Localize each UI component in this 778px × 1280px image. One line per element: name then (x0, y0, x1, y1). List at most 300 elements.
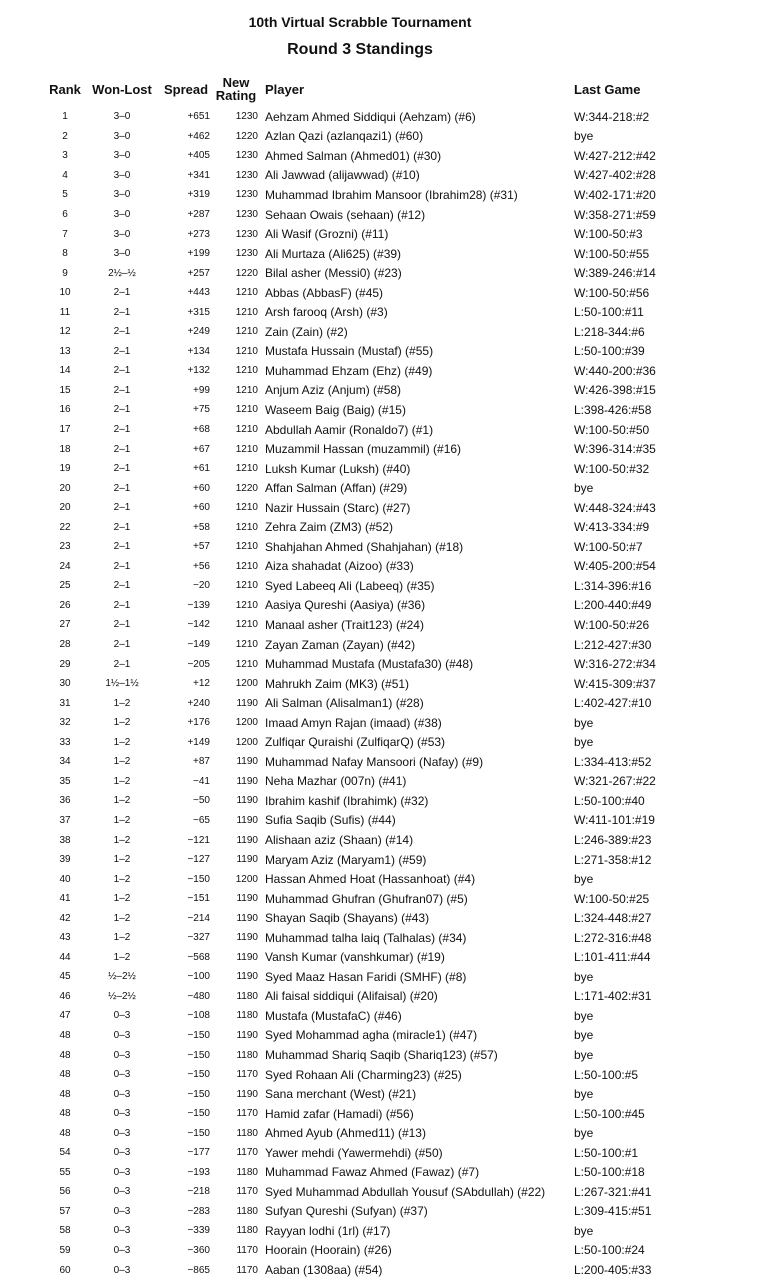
won-lost-cell: 2–1 (113, 658, 131, 670)
last-game-cell: bye (574, 1028, 594, 1043)
table-row (44, 791, 714, 811)
table-row (44, 1143, 714, 1163)
rating-cell: 1210 (235, 287, 258, 299)
table-row (44, 263, 714, 283)
table-row (44, 908, 714, 928)
won-lost-cell: 2–1 (113, 599, 131, 611)
won-lost-cell: 2–1 (113, 424, 131, 436)
rating-cell: 1210 (235, 463, 258, 475)
spread-cell: +12 (193, 678, 210, 690)
won-lost-cell: 0–3 (113, 1088, 131, 1100)
spread-cell: −127 (187, 854, 210, 866)
last-game-cell: W:100-50:#26 (574, 617, 650, 632)
spread-cell: +249 (187, 326, 210, 338)
won-lost-cell: 2–1 (113, 365, 131, 377)
rating-cell: 1210 (235, 521, 258, 533)
player-cell: Muhammad Ghufran (Ghufran07) (#5) (265, 891, 468, 906)
spread-cell: +273 (187, 228, 210, 240)
won-lost-cell: 1–2 (113, 951, 131, 963)
rating-cell: 1210 (235, 502, 258, 514)
player-cell: Mustafa Hussain (Mustaf) (#55) (265, 344, 434, 359)
rank-cell: 34 (59, 756, 71, 768)
table-row (44, 830, 714, 850)
spread-cell: −50 (193, 795, 210, 807)
spread-cell: −108 (187, 1010, 210, 1022)
won-lost-cell: 0–3 (113, 1264, 131, 1276)
last-game-cell: W:427-212:#42 (574, 148, 656, 163)
rating-cell: 1190 (236, 912, 258, 924)
spread-cell: −327 (187, 932, 210, 944)
won-lost-cell: 1–2 (113, 736, 131, 748)
header-last-game: Last Game (574, 81, 641, 97)
rating-cell: 1200 (235, 736, 258, 748)
table-row (44, 713, 714, 733)
player-cell: Aaban (1308aa) (#54) (265, 1263, 383, 1278)
rating-cell: 1180 (236, 990, 258, 1002)
rank-cell: 14 (59, 365, 71, 377)
last-game-cell: bye (574, 1008, 594, 1023)
player-cell: Muhammad Ehzam (Ehz) (#49) (265, 363, 433, 378)
spread-cell: +176 (187, 717, 210, 729)
player-cell: Anjum Aziz (Anjum) (#58) (265, 383, 402, 398)
last-game-cell: W:402-171:#20 (574, 187, 656, 202)
table-row (44, 1026, 714, 1046)
spread-cell: +199 (187, 248, 210, 260)
player-cell: Muhammad Mustafa (Mustafa30) (#48) (265, 657, 474, 672)
rating-cell: 1190 (236, 697, 258, 709)
player-cell: Mustafa (MustafaC) (#46) (265, 1008, 402, 1023)
won-lost-cell: 0–3 (113, 1186, 131, 1198)
rating-cell: 1180 (236, 1225, 258, 1237)
last-game-cell: W:100-50:#56 (574, 285, 650, 300)
rating-cell: 1210 (235, 326, 258, 338)
won-lost-cell: 2–1 (113, 287, 131, 299)
rank-cell: 48 (59, 1127, 71, 1139)
rating-cell: 1230 (235, 228, 258, 240)
won-lost-cell: 1–2 (113, 873, 131, 885)
rank-cell: 48 (59, 1029, 71, 1041)
won-lost-cell: 2–1 (113, 541, 131, 553)
last-game-cell: W:415-309:#37 (574, 676, 656, 691)
rating-cell: 1190 (236, 814, 258, 826)
rank-cell: 2 (62, 130, 68, 142)
rating-cell: 1210 (235, 306, 258, 318)
player-cell: Waseem Baig (Baig) (#15) (265, 402, 406, 417)
last-game-cell: W:448-324:#43 (574, 500, 656, 515)
rank-cell: 56 (59, 1186, 71, 1198)
rank-cell: 5 (62, 189, 68, 201)
rating-cell: 1190 (236, 971, 258, 983)
table-row (44, 302, 714, 322)
last-game-cell: L:50-100:#40 (574, 793, 645, 808)
last-game-cell: L:50-100:#18 (574, 1165, 645, 1180)
rating-cell: 1200 (235, 873, 258, 885)
player-cell: Ali Murtaza (Ali625) (#39) (265, 246, 402, 261)
table-row (44, 1202, 714, 1222)
table-row (44, 811, 714, 831)
spread-cell: +319 (187, 189, 210, 201)
won-lost-cell: 1–2 (113, 795, 131, 807)
last-game-cell: L:200-405:#33 (574, 1263, 652, 1278)
spread-cell: −151 (187, 893, 210, 905)
rating-cell: 1180 (236, 1166, 258, 1178)
rating-cell: 1210 (235, 658, 258, 670)
won-lost-cell: 2–1 (113, 619, 131, 631)
rating-cell: 1190 (236, 756, 258, 768)
last-game-cell: L:324-448:#27 (574, 911, 652, 926)
table-row (44, 146, 714, 166)
rank-cell: 27 (59, 619, 71, 631)
spread-cell: +462 (187, 130, 210, 142)
player-cell: Imaad Amyn Rajan (imaad) (#38) (265, 715, 442, 730)
last-game-cell: W:100-50:#55 (574, 246, 650, 261)
player-cell: Sufyan Qureshi (Sufyan) (#37) (265, 1204, 428, 1219)
won-lost-cell: 0–3 (113, 1127, 131, 1139)
rating-cell: 1230 (235, 189, 258, 201)
last-game-cell: W:316-272:#34 (574, 657, 656, 672)
rank-cell: 43 (59, 932, 71, 944)
player-cell: Affan Salman (Affan) (#29) (265, 481, 408, 496)
rating-cell: 1210 (235, 580, 258, 592)
rank-cell: 48 (59, 1069, 71, 1081)
rank-cell: 17 (59, 424, 71, 436)
table-row (44, 1221, 714, 1241)
last-game-cell: W:100-50:#7 (574, 539, 643, 554)
rank-cell: 57 (59, 1205, 71, 1217)
spread-cell: +651 (187, 111, 210, 123)
rating-cell: 1170 (236, 1147, 258, 1159)
spread-cell: +60 (193, 502, 210, 514)
player-cell: Zain (Zain) (#2) (265, 324, 348, 339)
player-cell: Ali Salman (Alisalman1) (#28) (265, 696, 424, 711)
table-row (44, 557, 714, 577)
last-game-cell: W:100-50:#3 (574, 227, 643, 242)
rank-cell: 9 (62, 267, 68, 279)
last-game-cell: W:427-402:#28 (574, 168, 656, 183)
spread-cell: −150 (187, 1029, 210, 1041)
player-cell: Muhammad talha laiq (Talhalas) (#34) (265, 930, 467, 945)
won-lost-cell: 1–2 (113, 932, 131, 944)
header-won-lost: Won-Lost (92, 81, 152, 97)
won-lost-cell: 0–3 (113, 1049, 131, 1061)
rank-cell: 44 (59, 951, 71, 963)
spread-cell: −100 (187, 971, 210, 983)
table-row (44, 205, 714, 225)
rating-cell: 1210 (235, 404, 258, 416)
spread-cell: −150 (187, 1108, 210, 1120)
player-cell: Vansh Kumar (vanshkumar) (#19) (265, 950, 445, 965)
won-lost-cell: 3–0 (113, 228, 131, 240)
last-game-cell: L:171-402:#31 (574, 989, 652, 1004)
rating-cell: 1180 (236, 1205, 258, 1217)
rank-cell: 10 (59, 287, 71, 299)
won-lost-cell: 1–2 (113, 756, 131, 768)
won-lost-cell: 3–0 (113, 169, 131, 181)
spread-cell: +60 (193, 482, 210, 494)
last-game-cell: bye (574, 481, 594, 496)
spread-cell: +240 (187, 697, 210, 709)
rank-cell: 8 (62, 248, 68, 260)
player-cell: Syed Rohaan Ali (Charming23) (#25) (265, 1067, 462, 1082)
table-row (44, 596, 714, 616)
last-game-cell: bye (574, 1223, 594, 1238)
spread-cell: −865 (187, 1264, 210, 1276)
rank-cell: 48 (59, 1108, 71, 1120)
header-new-rating-line2: Rating (215, 88, 257, 103)
table-row (44, 928, 714, 948)
table-row (44, 185, 714, 205)
won-lost-cell: 3–0 (113, 209, 131, 220)
rating-cell: 1190 (236, 932, 258, 944)
rank-cell: 25 (59, 580, 71, 592)
won-lost-cell: 0–3 (113, 1069, 131, 1081)
table-row (44, 1006, 714, 1026)
last-game-cell: L:267-321:#41 (574, 1184, 652, 1199)
last-game-cell: L:50-100:#1 (574, 1145, 639, 1160)
won-lost-cell: 2–1 (113, 384, 131, 396)
table-row (44, 1260, 714, 1280)
spread-cell: −150 (187, 873, 210, 885)
won-lost-cell: 1–2 (113, 814, 131, 826)
spread-cell: −139 (187, 599, 210, 611)
player-cell: Nazir Hussain (Starc) (#27) (265, 500, 411, 515)
last-game-cell: L:218-344:#6 (574, 324, 645, 339)
won-lost-cell: ½–2½ (108, 971, 136, 983)
table-row (44, 1123, 714, 1143)
spread-cell: +341 (187, 169, 210, 181)
player-cell: Muhammad Shariq Saqib (Shariq123) (#57) (265, 1048, 498, 1063)
spread-cell: +67 (193, 443, 210, 455)
won-lost-cell: ½–2½ (108, 990, 136, 1002)
rank-cell: 41 (59, 893, 71, 905)
spread-cell: −360 (187, 1244, 210, 1256)
table-row (44, 850, 714, 870)
last-game-cell: W:321-267:#22 (574, 774, 656, 789)
spread-cell: −150 (187, 1127, 210, 1139)
table-row (44, 967, 714, 987)
table-row (44, 772, 714, 792)
last-game-cell: W:358-271:#59 (574, 207, 656, 222)
rating-cell: 1190 (236, 893, 258, 905)
spread-cell: −150 (187, 1049, 210, 1061)
last-game-cell: L:50-100:#24 (574, 1243, 645, 1258)
last-game-cell: W:100-50:#32 (574, 461, 650, 476)
last-game-cell: L:212-427:#30 (574, 637, 652, 652)
last-game-cell: W:100-50:#50 (574, 422, 650, 437)
table-row (44, 224, 714, 244)
table-row (44, 107, 714, 127)
table-row (44, 1104, 714, 1124)
last-game-cell: L:334-413:#52 (574, 754, 652, 769)
player-cell: Abbas (AbbasF) (#45) (265, 285, 384, 300)
spread-cell: +99 (193, 384, 210, 396)
won-lost-cell: 2–1 (113, 580, 131, 592)
won-lost-cell: 2–1 (113, 482, 131, 494)
standings-table (44, 71, 714, 1280)
table-row (44, 1084, 714, 1104)
rank-cell: 22 (59, 521, 71, 533)
won-lost-cell: 2½–½ (108, 267, 136, 279)
won-lost-cell: 2–1 (113, 306, 131, 318)
spread-cell: +57 (193, 541, 210, 553)
rank-cell: 37 (59, 814, 71, 826)
last-game-cell: L:50-100:#5 (574, 1067, 639, 1082)
player-cell: Manaal asher (Trait123) (#24) (265, 617, 424, 632)
spread-cell: +132 (187, 365, 210, 377)
player-cell: Alishaan aziz (Shaan) (#14) (265, 833, 414, 847)
last-game-cell: bye (574, 735, 594, 750)
won-lost-cell: 2–1 (113, 326, 131, 338)
player-cell: Ali faisal siddiqui (Alifaisal) (#20) (265, 989, 438, 1004)
spread-cell: −568 (187, 951, 210, 963)
header-spread: Spread (163, 81, 209, 97)
spread-cell: −218 (187, 1186, 210, 1198)
won-lost-cell: 1½–1½ (105, 678, 139, 690)
table-row (44, 283, 714, 303)
rank-cell: 29 (59, 658, 71, 670)
won-lost-cell: 2–1 (113, 345, 131, 357)
rank-cell: 24 (59, 560, 71, 572)
last-game-cell: L:50-100:#45 (574, 1106, 645, 1121)
rating-cell: 1210 (235, 365, 258, 377)
last-game-cell: L:402-427:#10 (574, 696, 652, 711)
spread-cell: +56 (193, 560, 210, 572)
rating-cell: 1210 (235, 560, 258, 572)
spread-cell: −177 (187, 1147, 210, 1159)
rank-cell: 58 (59, 1225, 71, 1237)
won-lost-cell: 2–1 (113, 502, 131, 514)
tournament-title: 10th Virtual Scrabble Tournament (248, 14, 472, 30)
rating-cell: 1220 (235, 267, 258, 279)
last-game-cell: L:50-100:#11 (574, 305, 644, 320)
last-game-cell: W:440-200:#36 (574, 363, 656, 378)
table-row (44, 654, 714, 674)
rank-cell: 4 (62, 169, 68, 181)
last-game-cell: L:398-426:#58 (574, 402, 652, 417)
spread-cell: −41 (193, 775, 210, 787)
player-cell: Yawer mehdi (Yawermehdi) (#50) (265, 1145, 443, 1160)
rating-cell: 1190 (236, 1088, 258, 1100)
player-cell: Maryam Aziz (Maryam1) (#59) (265, 852, 427, 867)
player-cell: Ibrahim kashif (Ibrahimk) (#32) (265, 793, 429, 808)
standings-header (44, 71, 714, 107)
table-row (44, 948, 714, 968)
player-cell: Sehaan Owais (sehaan) (#12) (265, 207, 426, 222)
rank-cell: 48 (59, 1088, 71, 1100)
player-cell: Shayan Saqib (Shayans) (#43) (265, 911, 430, 926)
rating-cell: 1170 (236, 1108, 258, 1120)
spread-cell: −142 (187, 619, 210, 631)
table-row (44, 127, 714, 147)
player-cell: Syed Muhammad Abdullah Yousuf (SAbdullah) (#22) (265, 1184, 546, 1199)
player-cell: Aasiya Qureshi (Aasiya) (#36) (265, 598, 426, 613)
rating-cell: 1220 (235, 482, 258, 494)
player-cell: Bilal asher (Messi0) (#23) (265, 266, 402, 281)
player-cell: Sana merchant (West) (#21) (265, 1087, 417, 1102)
rank-cell: 15 (59, 384, 71, 396)
rank-cell: 36 (59, 795, 71, 807)
rank-cell: 23 (59, 541, 71, 553)
won-lost-cell: 1–2 (113, 697, 131, 709)
won-lost-cell: 3–0 (113, 130, 131, 142)
player-cell: Hamid zafar (Hamadi) (#56) (265, 1106, 414, 1121)
rank-cell: 33 (59, 736, 71, 748)
won-lost-cell: 0–3 (113, 1147, 131, 1159)
rating-cell: 1190 (236, 951, 258, 963)
won-lost-cell: 3–0 (113, 150, 131, 162)
rank-cell: 20 (59, 482, 71, 494)
rank-cell: 13 (59, 345, 71, 357)
table-row (44, 478, 714, 498)
spread-cell: +257 (187, 267, 210, 279)
table-row (44, 459, 714, 479)
rating-cell: 1170 (236, 1069, 258, 1081)
table-row (44, 322, 714, 342)
won-lost-cell: 3–0 (113, 111, 131, 123)
rating-cell: 1210 (235, 345, 258, 357)
rating-cell: 1190 (236, 834, 258, 846)
player-cell: Sufia Saqib (Sufis) (#44) (265, 813, 396, 828)
rating-cell: 1200 (235, 717, 258, 729)
won-lost-cell: 2–1 (113, 404, 131, 416)
won-lost-cell: 2–1 (113, 443, 131, 455)
last-game-cell: W:344-218:#2 (574, 109, 650, 124)
won-lost-cell: 0–3 (113, 1225, 131, 1237)
rank-cell: 38 (59, 834, 71, 846)
last-game-cell: W:396-314:#35 (574, 442, 656, 457)
table-row (44, 1182, 714, 1202)
rating-cell: 1190 (236, 1029, 258, 1041)
spread-cell: +287 (187, 209, 210, 220)
spread-cell: +75 (193, 404, 210, 416)
rank-cell: 55 (59, 1166, 71, 1178)
spread-cell: +443 (187, 287, 210, 299)
player-cell: Neha Mazhar (007n) (#41) (265, 774, 407, 789)
rating-cell: 1220 (235, 130, 258, 142)
table-row (44, 987, 714, 1007)
table-row (44, 869, 714, 889)
spread-cell: −150 (187, 1069, 210, 1081)
rating-cell: 1180 (236, 1049, 258, 1061)
rating-cell: 1210 (235, 443, 258, 455)
player-cell: Muhammad Fawaz Ahmed (Fawaz) (#7) (265, 1165, 480, 1180)
player-cell: Rayyan lodhi (1rl) (#17) (265, 1223, 391, 1238)
rank-cell: 28 (59, 639, 71, 651)
spread-cell: −480 (187, 990, 210, 1002)
table-row (44, 244, 714, 264)
standings-body (44, 107, 714, 1280)
rating-cell: 1170 (236, 1244, 258, 1256)
rank-cell: 1 (62, 111, 68, 123)
last-game-cell: L:271-358:#12 (574, 852, 652, 867)
rating-cell: 1230 (235, 111, 258, 123)
rank-cell: 18 (59, 443, 71, 455)
last-game-cell: L:246-389:#23 (574, 833, 652, 847)
player-cell: Zehra Zaim (ZM3) (#52) (265, 520, 394, 535)
header-row (44, 71, 714, 107)
rank-cell: 46 (59, 990, 71, 1002)
won-lost-cell: 2–1 (113, 463, 131, 475)
table-row (44, 342, 714, 362)
spread-cell: −193 (187, 1166, 210, 1178)
spread-cell: +58 (193, 521, 210, 533)
spread-cell: +149 (187, 736, 210, 748)
spread-cell: −121 (187, 834, 210, 846)
rating-cell: 1170 (236, 1264, 258, 1276)
won-lost-cell: 1–2 (113, 854, 131, 866)
rating-cell: 1210 (235, 599, 258, 611)
rank-cell: 11 (59, 306, 71, 318)
